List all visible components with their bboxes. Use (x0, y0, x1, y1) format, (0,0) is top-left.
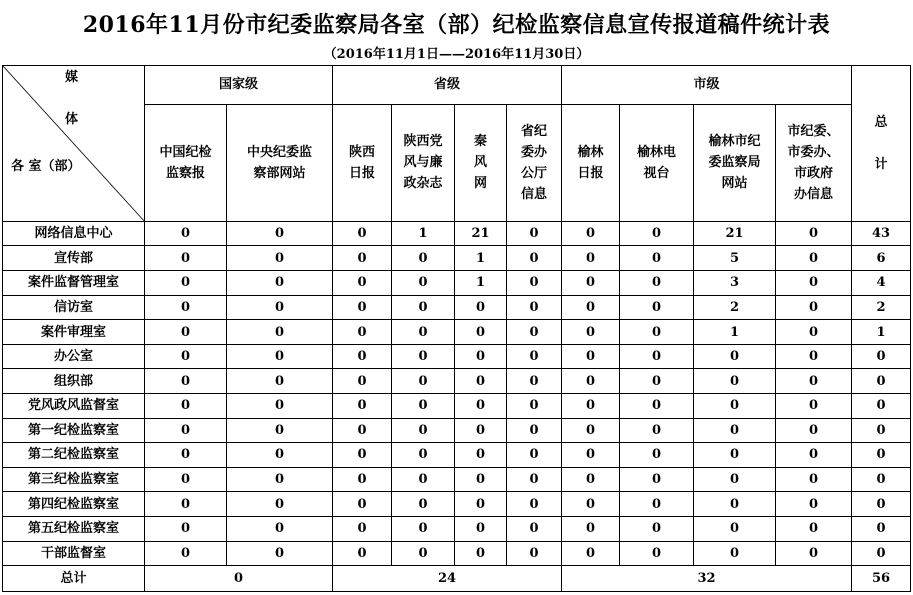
count-cell: 0 (620, 467, 694, 492)
date-range-subtitle: （2016年11月1日——2016年11月30日） (323, 47, 590, 62)
count-cell: 0 (507, 221, 562, 246)
count-cell: 0 (145, 246, 227, 271)
count-cell: 1 (455, 246, 507, 271)
count-cell: 0 (562, 393, 620, 418)
count-cell: 0 (455, 516, 507, 541)
count-cell: 0 (145, 369, 227, 394)
table-row (3, 393, 911, 418)
row-total-cell: 4 (852, 271, 911, 296)
table-row (3, 369, 911, 394)
department-name-cell: 网络信息中心 (3, 221, 145, 246)
count-cell: 21 (455, 221, 507, 246)
corner-label-media-2: 体 (65, 112, 79, 127)
count-cell: 0 (562, 295, 620, 320)
count-cell: 0 (227, 467, 333, 492)
count-cell: 0 (227, 418, 333, 443)
count-cell: 0 (562, 467, 620, 492)
table-row (3, 467, 911, 492)
page-title: 2016年11月份市纪委监察局各室（部）纪检监察信息宣传报道稿件统计表 (82, 12, 831, 38)
count-cell: 1 (694, 320, 776, 345)
count-cell: 0 (333, 516, 392, 541)
media-column-header: 榆林电 视台 (620, 104, 694, 221)
department-name-cell: 案件审理室 (3, 320, 145, 345)
count-cell: 0 (455, 492, 507, 517)
count-cell: 0 (145, 344, 227, 369)
row-total-cell: 0 (852, 393, 911, 418)
count-cell: 0 (455, 541, 507, 566)
table-row (3, 246, 911, 271)
group-national-header: 国家级 (145, 66, 333, 105)
count-cell: 0 (227, 271, 333, 296)
department-name-cell: 办公室 (3, 344, 145, 369)
row-total-cell: 2 (852, 295, 911, 320)
count-cell: 0 (392, 271, 455, 296)
count-cell: 0 (507, 344, 562, 369)
summary-label-cell: 总计 (3, 566, 145, 592)
corner-header-cell (3, 66, 145, 222)
summary-city-cell: 32 (562, 566, 852, 592)
media-column-header: 中央纪委监 察部网站 (227, 104, 333, 221)
count-cell: 0 (507, 541, 562, 566)
count-cell: 0 (620, 492, 694, 517)
count-cell: 0 (562, 443, 620, 468)
count-cell: 0 (694, 443, 776, 468)
table-row (3, 221, 911, 246)
count-cell: 0 (392, 369, 455, 394)
count-cell: 0 (145, 295, 227, 320)
count-cell: 0 (562, 271, 620, 296)
count-cell: 0 (562, 369, 620, 394)
count-cell: 0 (455, 393, 507, 418)
row-total-cell: 0 (852, 369, 911, 394)
count-cell: 0 (145, 320, 227, 345)
count-cell: 0 (620, 541, 694, 566)
row-total-cell: 0 (852, 467, 911, 492)
count-cell: 0 (333, 418, 392, 443)
count-cell: 0 (333, 541, 392, 566)
department-name-cell: 干部监督室 (3, 541, 145, 566)
count-cell: 0 (333, 369, 392, 394)
count-cell: 0 (227, 541, 333, 566)
table-row (3, 492, 911, 517)
table-row (3, 541, 911, 566)
count-cell: 0 (145, 271, 227, 296)
count-cell: 0 (145, 467, 227, 492)
row-total-cell: 0 (852, 344, 911, 369)
count-cell: 0 (620, 443, 694, 468)
count-cell: 0 (227, 492, 333, 517)
count-cell: 0 (562, 246, 620, 271)
count-cell: 0 (455, 295, 507, 320)
count-cell: 0 (620, 393, 694, 418)
row-total-cell: 6 (852, 246, 911, 271)
count-cell: 0 (392, 344, 455, 369)
row-total-cell: 0 (852, 443, 911, 468)
table-row (3, 320, 911, 345)
count-cell: 0 (392, 320, 455, 345)
count-cell: 0 (776, 320, 852, 345)
group-provincial-header: 省级 (333, 66, 562, 105)
count-cell: 0 (507, 271, 562, 296)
count-cell: 0 (507, 443, 562, 468)
count-cell: 0 (776, 271, 852, 296)
count-cell: 0 (694, 418, 776, 443)
count-cell: 0 (620, 221, 694, 246)
corner-label-department: 各 室（部） (11, 159, 81, 174)
count-cell: 0 (455, 320, 507, 345)
count-cell: 0 (392, 246, 455, 271)
count-cell: 0 (620, 516, 694, 541)
count-cell: 1 (455, 271, 507, 296)
media-column-header: 陕西党 风与廉 政杂志 (392, 104, 455, 221)
row-total-cell: 0 (852, 516, 911, 541)
count-cell: 0 (333, 246, 392, 271)
count-cell: 0 (333, 443, 392, 468)
count-cell: 0 (227, 443, 333, 468)
table-row (3, 516, 911, 541)
department-name-cell: 第三纪检监察室 (3, 467, 145, 492)
count-cell: 0 (392, 418, 455, 443)
count-cell: 0 (507, 418, 562, 443)
department-name-cell: 组织部 (3, 369, 145, 394)
header-row-groups (3, 66, 911, 105)
table-row (3, 443, 911, 468)
count-cell: 0 (562, 418, 620, 443)
department-name-cell: 宣传部 (3, 246, 145, 271)
count-cell: 0 (507, 467, 562, 492)
count-cell: 0 (392, 467, 455, 492)
count-cell: 0 (776, 221, 852, 246)
count-cell: 0 (776, 492, 852, 517)
count-cell: 0 (145, 516, 227, 541)
table-row (3, 295, 911, 320)
count-cell: 0 (333, 467, 392, 492)
count-cell: 0 (562, 541, 620, 566)
count-cell: 3 (694, 271, 776, 296)
count-cell: 0 (333, 221, 392, 246)
media-column-header: 市纪委、 市委办、 市政府 办信息 (776, 104, 852, 221)
summary-provincial-cell: 24 (333, 566, 562, 592)
row-total-cell: 0 (852, 418, 911, 443)
department-name-cell: 信访室 (3, 295, 145, 320)
count-cell: 0 (776, 295, 852, 320)
summary-national-cell: 0 (145, 566, 333, 592)
row-total-cell: 0 (852, 541, 911, 566)
count-cell: 0 (227, 246, 333, 271)
count-cell: 0 (694, 369, 776, 394)
count-cell: 0 (333, 295, 392, 320)
count-cell: 0 (620, 320, 694, 345)
department-name-cell: 第二纪检监察室 (3, 443, 145, 468)
media-column-header: 榆林 日报 (562, 104, 620, 221)
count-cell: 0 (227, 393, 333, 418)
count-cell: 0 (507, 369, 562, 394)
count-cell: 0 (620, 418, 694, 443)
count-cell: 0 (227, 295, 333, 320)
count-cell: 0 (694, 344, 776, 369)
count-cell: 0 (562, 344, 620, 369)
count-cell: 0 (776, 418, 852, 443)
count-cell: 0 (227, 221, 333, 246)
count-cell: 0 (392, 393, 455, 418)
count-cell: 0 (562, 492, 620, 517)
summary-row (3, 566, 911, 592)
count-cell: 0 (562, 516, 620, 541)
count-cell: 0 (333, 344, 392, 369)
count-cell: 0 (455, 344, 507, 369)
count-cell: 0 (227, 369, 333, 394)
count-cell: 0 (392, 541, 455, 566)
count-cell: 0 (333, 492, 392, 517)
count-cell: 0 (392, 492, 455, 517)
count-cell: 0 (620, 295, 694, 320)
count-cell: 0 (776, 516, 852, 541)
corner-label-media-1: 媒 (65, 70, 79, 85)
count-cell: 0 (694, 393, 776, 418)
count-cell: 0 (145, 443, 227, 468)
count-cell: 0 (507, 516, 562, 541)
count-cell: 0 (562, 221, 620, 246)
count-cell: 0 (562, 320, 620, 345)
count-cell: 0 (776, 344, 852, 369)
media-column-header: 中国纪检 监察报 (145, 104, 227, 221)
count-cell: 0 (776, 246, 852, 271)
count-cell: 0 (776, 467, 852, 492)
count-cell: 0 (694, 541, 776, 566)
count-cell: 0 (776, 541, 852, 566)
media-column-header: 省纪 委办 公厅 信息 (507, 104, 562, 221)
count-cell: 0 (776, 443, 852, 468)
summary-grand-total-cell: 56 (852, 566, 911, 592)
count-cell: 21 (694, 221, 776, 246)
count-cell: 0 (776, 369, 852, 394)
count-cell: 0 (507, 246, 562, 271)
row-total-cell: 0 (852, 492, 911, 517)
count-cell: 0 (392, 295, 455, 320)
count-cell: 0 (507, 393, 562, 418)
table-row (3, 418, 911, 443)
count-cell: 0 (507, 320, 562, 345)
department-name-cell: 案件监督管理室 (3, 271, 145, 296)
count-cell: 0 (333, 271, 392, 296)
media-column-header: 陕西 日报 (333, 104, 392, 221)
department-name-cell: 第五纪检监察室 (3, 516, 145, 541)
department-name-cell: 第一纪检监察室 (3, 418, 145, 443)
count-cell: 0 (333, 320, 392, 345)
count-cell: 0 (694, 467, 776, 492)
diagonal-divider (3, 66, 144, 221)
count-cell: 0 (227, 516, 333, 541)
media-column-header: 秦 风 网 (455, 104, 507, 221)
table-row (3, 344, 911, 369)
count-cell: 0 (227, 344, 333, 369)
statistics-table (2, 65, 911, 592)
count-cell: 0 (620, 246, 694, 271)
count-cell: 0 (507, 492, 562, 517)
count-cell: 0 (620, 369, 694, 394)
count-cell: 0 (145, 492, 227, 517)
count-cell: 0 (507, 295, 562, 320)
count-cell: 0 (694, 492, 776, 517)
group-city-header: 市级 (562, 66, 852, 105)
count-cell: 0 (145, 393, 227, 418)
count-cell: 0 (145, 221, 227, 246)
count-cell: 0 (392, 516, 455, 541)
count-cell: 0 (392, 443, 455, 468)
total-column-header: 总 计 (852, 66, 911, 222)
department-name-cell: 党风政风监督室 (3, 393, 145, 418)
count-cell: 0 (455, 443, 507, 468)
row-total-cell: 1 (852, 320, 911, 345)
row-total-cell: 43 (852, 221, 911, 246)
count-cell: 0 (333, 393, 392, 418)
count-cell: 0 (455, 467, 507, 492)
count-cell: 0 (455, 369, 507, 394)
count-cell: 0 (776, 393, 852, 418)
department-name-cell: 第四纪检监察室 (3, 492, 145, 517)
count-cell: 1 (392, 221, 455, 246)
count-cell: 0 (620, 344, 694, 369)
table-row (3, 271, 911, 296)
count-cell: 5 (694, 246, 776, 271)
media-column-header: 榆林市纪 委监察局 网站 (694, 104, 776, 221)
count-cell: 0 (145, 418, 227, 443)
count-cell: 2 (694, 295, 776, 320)
count-cell: 0 (694, 516, 776, 541)
count-cell: 0 (145, 541, 227, 566)
count-cell: 0 (227, 320, 333, 345)
count-cell: 0 (620, 271, 694, 296)
count-cell: 0 (455, 418, 507, 443)
